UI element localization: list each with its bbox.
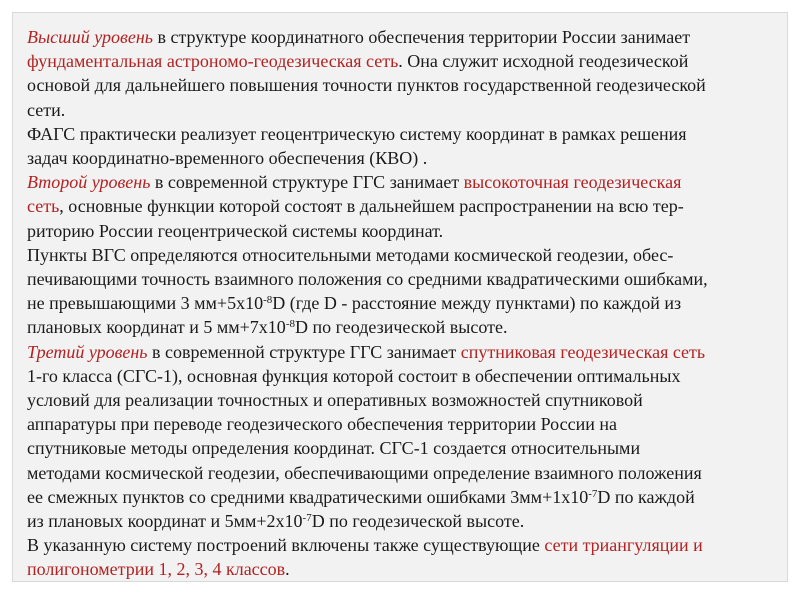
text-line (27, 364, 680, 388)
highlighted-term: Второй уровень (27, 172, 151, 193)
text-line (27, 194, 684, 218)
text-line (27, 340, 705, 364)
text-line (27, 49, 688, 73)
text-line (27, 170, 681, 194)
superscript-exponent: -8 (263, 294, 273, 307)
text-run: аппаратуры при переводе геодезического обеспечения территории России на (27, 414, 617, 435)
text-run: в современной структуре ГГС занимает (150, 172, 464, 193)
text-line (27, 485, 695, 509)
text-run: D по геодезической высоте. (311, 511, 525, 531)
highlighted-term: высокоточная геодезическая (463, 172, 682, 193)
text-line (27, 243, 673, 267)
text-line (27, 25, 690, 49)
text-run: ее смежных пунктов со средними квадратическими ошибками 3мм+1х10 (27, 486, 589, 507)
highlighted-term: полигонометрии 1, 2, 3, 4 классов (27, 559, 286, 580)
highlighted-term: спутниковая геодезическая сеть (460, 341, 706, 362)
text-run: . Она служит исходной геодезической (398, 51, 689, 72)
text-run: В указанную систему построений включены также существующие (27, 535, 545, 556)
text-run: спутниковые методы определения координат. СГС-1 создается относительными (27, 438, 641, 459)
text-line (27, 219, 443, 243)
text-run: печивающими точность взаимного положения со средними квадратическими ошибками, (27, 269, 708, 289)
text-run: плановых координат и 5 мм+7х10 (27, 317, 286, 338)
text-line (27, 388, 643, 412)
text-run: , основные функции которой состоят в дальнейшем распространении на всю тер- (59, 196, 684, 217)
highlighted-term: Третий уровень (27, 341, 148, 362)
text-line (27, 557, 290, 581)
text-line (27, 73, 706, 97)
text-line (27, 291, 681, 315)
text-run: в современной структуре ГГС занимает (147, 341, 461, 362)
text-line (27, 122, 687, 146)
text-run: 1-го класса (СГС-1), основная функция которой состоит в обеспечении оптимальных (27, 365, 681, 386)
text-run: ФАГС практически реализует геоцентрическую систему координат в рамках решения (27, 123, 687, 144)
text-run: D по каждой (597, 486, 695, 507)
text-run: D по геодезической высоте. (294, 317, 508, 338)
text-run: D (где D - расстояние между пунктами) по каждой из (272, 293, 682, 314)
text-line (27, 315, 508, 339)
text-run: риторию России геоцентрической системы координат. (27, 220, 444, 241)
text-run: из плановых координат и 5мм+2х10 (27, 511, 303, 531)
text-panel (12, 12, 788, 582)
superscript-exponent: -8 (285, 318, 295, 331)
text-run: основой для дальнейшего повышения точности пунктов государственной геодезической (27, 75, 706, 96)
text-run: условий для реализации точностных и оперативных возможностей спутниковой (27, 390, 643, 410)
text-run: задач координатно-временного обеспечения (КВО) . (27, 148, 428, 168)
text-line (27, 98, 65, 122)
text-line (27, 436, 640, 460)
text-run: . (285, 559, 290, 580)
highlighted-term: фундаментальная астрономо-геодезическая сеть (27, 51, 399, 72)
text-run: в структуре координатного обеспечения территории России занимает (152, 27, 691, 47)
superscript-exponent: -7 (588, 487, 598, 500)
text-line (27, 509, 524, 533)
text-run: не превышающими 3 мм+5х10 (27, 293, 264, 314)
text-line (27, 146, 427, 170)
highlighted-term: сеть (27, 196, 60, 217)
text-line (27, 412, 617, 436)
text-run: методами космической геодезии, обеспечивающими определение взаимного положения (27, 462, 702, 483)
highlighted-term: Высший уровень (27, 27, 153, 47)
superscript-exponent: -7 (302, 512, 312, 524)
text-line (27, 461, 702, 485)
text-line (27, 533, 703, 557)
highlighted-term: сети триангуляции и (544, 535, 703, 556)
text-run: Пункты ВГС определяются относительными методами космической геодезии, обес- (27, 244, 674, 265)
text-run: сети. (27, 99, 66, 120)
text-line (27, 267, 708, 291)
